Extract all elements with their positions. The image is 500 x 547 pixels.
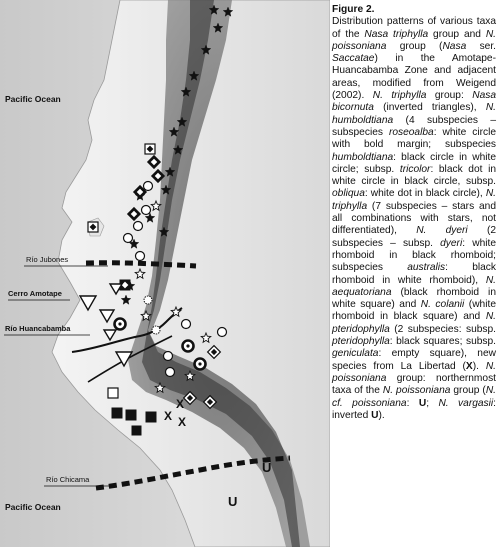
circle-symbol — [164, 352, 173, 361]
caption-text: : white dot in black circle), — [364, 188, 486, 200]
caption-taxon: N. humboldtiana — [332, 102, 496, 126]
caption-taxon: dyeri — [440, 237, 463, 249]
circle-dot-symbol — [186, 344, 189, 347]
black-square-symbol — [112, 408, 122, 418]
circle-symbol — [124, 234, 133, 243]
caption-taxon: N. triphylla — [372, 90, 427, 102]
caption-taxon: Nasa triphylla — [364, 28, 429, 40]
circle-symbol — [166, 368, 175, 377]
circle-symbol — [142, 206, 151, 215]
circle-symbol — [134, 222, 143, 231]
caption-text: (black rhomboid in white square) and — [332, 286, 496, 311]
label-pacific-ocean-lower: Pacific Ocean — [5, 502, 61, 512]
figure-caption — [332, 4, 496, 422]
u-symbol: U — [262, 460, 272, 475]
circle-symbol — [136, 252, 145, 261]
caption-text: (4 subspecies – subspecies — [332, 114, 496, 138]
figure-title: Figure 2. — [332, 4, 375, 15]
circle-dot-symbol — [118, 322, 121, 325]
x-symbol: X — [164, 409, 173, 423]
label-rio-chicama: Río Chicama — [46, 475, 90, 484]
label-cerro-amotape: Cerro Amotape — [8, 289, 62, 298]
caption-text: group ( — [386, 40, 443, 52]
caption-text: ) in the Amotape-Huancabamba Zone and adjacent areas, modified from Weigend (2002). — [332, 53, 496, 102]
caption-text: group and — [428, 28, 486, 40]
caption-taxon: tricolor — [399, 163, 431, 175]
circle-symbol — [144, 296, 152, 304]
caption-text: (2 subspecies – subsp. — [332, 225, 496, 249]
circle-dot-symbol — [198, 362, 201, 365]
caption-text: group: — [426, 90, 473, 102]
caption-taxon: Saccatae — [332, 53, 375, 65]
caption-text: group ( — [450, 385, 486, 397]
caption-text: (inverted triangles), — [373, 102, 486, 114]
x-symbol: X — [176, 397, 185, 411]
caption-text: : black dot in white circle in black circle, subsp. — [332, 163, 496, 188]
caption-text: : — [406, 397, 419, 409]
empty-square-symbol — [108, 388, 118, 398]
caption-text: : black circle in white circle; subsp. — [332, 151, 496, 175]
circle-symbol — [152, 326, 160, 334]
caption-text: : empty square), new species from La Libertad ( — [332, 348, 496, 372]
caption-taxon: N. poissoniana — [332, 28, 497, 52]
caption-taxon: Nasa — [442, 40, 467, 52]
circle-symbol — [218, 328, 227, 337]
label-pacific-ocean-upper: Pacific Ocean — [5, 94, 61, 104]
caption-symbol: U — [418, 397, 427, 409]
caption-symbol: U — [371, 409, 379, 421]
caption-taxon: N. cf. poissoniana — [332, 385, 496, 409]
caption-taxon: obliqua — [332, 188, 365, 200]
caption-taxon: Nasa bicornuta — [332, 90, 497, 114]
caption-text: : black squares; subsp. — [389, 336, 496, 348]
caption-text: ser. — [466, 40, 496, 52]
caption-taxon: australis — [407, 262, 446, 274]
caption-text: group: northernmost taxa of the — [332, 372, 496, 397]
caption-taxon: N. colanii — [420, 299, 465, 311]
caption-symbol: X — [465, 360, 473, 372]
circle-symbol — [144, 182, 153, 191]
caption-text: : inverted — [332, 397, 497, 421]
u-symbol: U — [228, 494, 238, 509]
caption-text: ). — [378, 409, 385, 421]
caption-text: (white rhomboid in black square) and — [332, 299, 496, 323]
black-square-symbol — [132, 426, 141, 435]
black-square-symbol — [126, 410, 136, 420]
label-rio-huancabamba: Río Huancabamba — [5, 324, 71, 333]
caption-taxon: N. vargasii — [438, 397, 494, 409]
caption-text: (7 subspecies – stars and all combinations with stars, not differentiated), — [332, 200, 496, 237]
caption-text: (2 subspecies: subsp. — [389, 323, 496, 335]
label-rio-jubones: Río Jubones — [26, 255, 69, 264]
caption-text: : black rhomboid in white rhomboid), — [332, 262, 496, 286]
x-symbol: X — [178, 415, 187, 429]
circle-symbol — [182, 320, 191, 329]
caption-taxon: N. pteridophylla — [332, 311, 496, 335]
caption-taxon: humboldtiana — [332, 151, 394, 163]
caption-text: ). — [472, 360, 486, 372]
caption-taxon: N. aequatoriana — [332, 274, 496, 298]
caption-text: : white rhomboid in black rhomboid; subspecies — [332, 237, 496, 274]
caption-taxon: roseoalba — [388, 126, 434, 138]
caption-taxon: N. dyeri — [416, 225, 468, 237]
caption-taxon: pteridophylla — [332, 336, 390, 348]
caption-text: ; — [426, 397, 439, 409]
caption-taxon: geniculata — [332, 348, 379, 360]
caption-text: : white circle with bold margin; subspecies — [332, 126, 496, 151]
caption-taxon: N. triphylla — [332, 188, 496, 212]
caption-taxon: N. poissoniana — [382, 385, 451, 397]
black-square-symbol — [146, 412, 156, 422]
caption-taxon: N. poissoniana — [332, 360, 496, 384]
caption-text: Distribution patterns of various taxa of the — [332, 16, 496, 40]
